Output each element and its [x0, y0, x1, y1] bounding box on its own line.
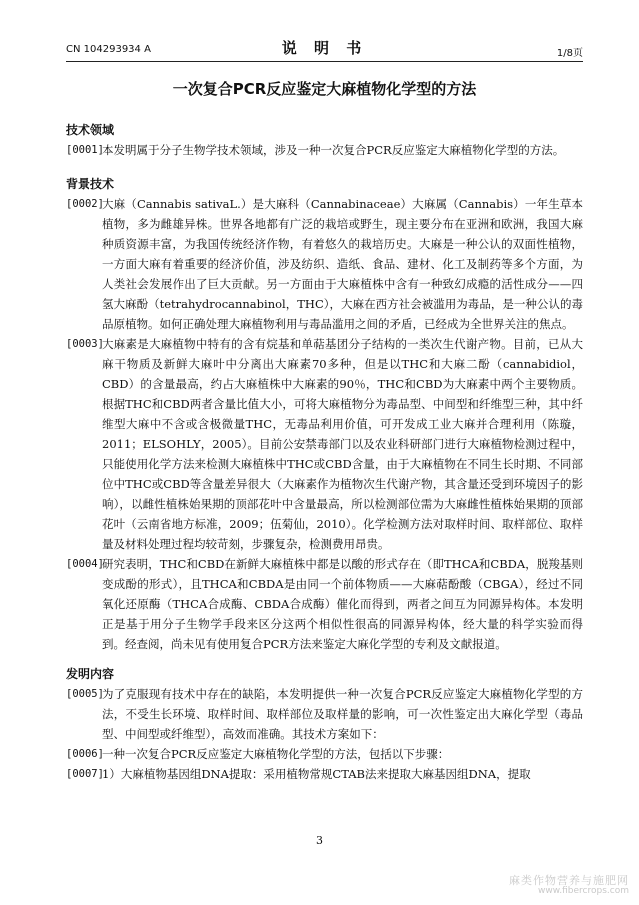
- paragraph-number: [0005]: [66, 688, 104, 700]
- section-heading-invention: 发明内容: [66, 667, 115, 681]
- paragraph: [66, 684, 583, 744]
- paragraph-number: [0007]: [66, 768, 104, 780]
- paragraph-text: 大麻（Cannabis sativaL.）是大麻科（Cannabinaceae）大麻属（Cannabis）一年生草本植物，多为雌雄异株。世界各地都有广泛的栽培或野生，现主要分布在亚洲和欧洲，我国大麻种质资源丰富，为我国传统经济作物，有着悠久的栽培历史。大麻是一种公认的双面性植物，一方面大麻有着重要的经济价值，涉及纺织、造纸、食品、建材、化工及制药等多个方面，为人类社会发展作出了巨大贡献。另一方面由于大麻植株中含有一种致幻成瘾的活性成分——四氢大麻酚（tetrahydrocannabinol，THC），大麻在西方社会被滥用为毒品，是一种公认的毒品原植物。如何正确处理大麻植物利用与毒品滥用之间的矛盾，已经成为全世界关注的焦点。: [102, 197, 583, 331]
- paragraph-number: [0001]: [66, 144, 104, 156]
- paragraph-text: 大麻素是大麻植物中特有的含有烷基和单萜基团分子结构的一类次生代谢产物。目前，已从大麻干物质及新鲜大麻叶中分离出大麻素70多种，但是以THC和大麻二酚（cannabidiol，CBD）的含量最高，约占大麻植株中大麻素的90％，THC和CBD为大麻素中两个主要物质。根据THC和CBD两者含量比值大小，可将大麻植物分为毒品型、中间型和纤维型三种，其中纤维型大麻中不含或含极微量THC，无毒品利用价值，可开发成工业大麻并合理利用（陈璇，2011；ELSOHLY，2005）。目前公安禁毒部门以及农业科研部门进行大麻植物检测过程中，只能使用化学方法来检测大麻植株中THC或CBD含量，由于大麻植物在不同生长时期、不同部位中THC或CBD等含量差异很大（大麻素作为植物次生代谢产物，其含量还受到环境因子的影响），以雌性植株始果期的顶部花叶中含量最高，所以检测部位需为大麻雌性植株始果期的顶部花叶（云南省地方标准，2009；伍菊仙，2010）。化学检测方法对取样时间、取样部位、取样量及材料处理过程均较苛刻，步骤复杂，检测费用昂贵。: [102, 337, 583, 551]
- paragraph-text: 本发明属于分子生物学技术领域，涉及一种一次复合PCR反应鉴定大麻植物化学型的方法。: [102, 143, 565, 157]
- section-heading-background: 背景技术: [66, 177, 115, 191]
- paragraph-number: [0002]: [66, 198, 104, 210]
- paragraph-text: 一种一次复合PCR反应鉴定大麻植物化学型的方法，包括以下步骤：: [102, 747, 450, 761]
- section-heading-tech-field: 技术领域: [66, 123, 115, 137]
- paragraph-text: 为了克服现有技术中存在的缺陷，本发明提供一种一次复合PCR反应鉴定大麻植物化学型的方法，不受生长环境、取样时间、取样部位及取样量的影响，可一次性鉴定出大麻化学型（毒品型、中间型或纤维型），高效而准确。其技术方案如下：: [102, 687, 583, 741]
- document-type: 说 明 书: [281, 39, 368, 57]
- watermark-url: www.fibercrops.com: [538, 886, 629, 896]
- page-number: 3: [316, 834, 323, 847]
- paragraph: [66, 334, 583, 554]
- paragraph: [66, 744, 583, 764]
- document-title: 一次复合PCR反应鉴定大麻植物化学型的方法: [172, 80, 477, 98]
- page-count: 1/8页: [556, 48, 583, 59]
- document-body: [66, 120, 583, 784]
- paragraph-number: [0006]: [66, 748, 104, 760]
- paragraph: [66, 764, 583, 784]
- header-rule: [66, 61, 583, 62]
- paragraph: [66, 194, 583, 334]
- watermark-text: 麻类作物营养与施肥网: [509, 874, 629, 887]
- paragraph-number: [0004]: [66, 558, 104, 570]
- paragraph-text: 研究表明，THC和CBD在新鲜大麻植株中都是以酸的形式存在（即THCA和CBDA，脱羧基则变成酚的形式），且THCA和CBDA是由同一个前体物质——大麻萜酚酸（CBGA），经过不同氧化还原酶（THCA合成酶、CBDA合成酶）催化而得到，两者之间互为同源异构体。本发明正是基于用分子生物学手段来区分这两个相似性很高的同源异构体，经大量的科学实验而得到。经查阅，尚未见有使用复合PCR方法来鉴定大麻化学型的专利及文献报道。: [102, 557, 583, 651]
- patent-number: CN 104293934 A: [66, 44, 151, 55]
- paragraph: [66, 140, 583, 160]
- paragraph: [66, 554, 583, 654]
- paragraph-number: [0003]: [66, 338, 104, 350]
- watermark: [509, 875, 629, 897]
- paragraph-text: 1）大麻植物基因组DNA提取：采用植物常规CTAB法来提取大麻基因组DNA，提取: [102, 767, 531, 781]
- page-header: [66, 37, 583, 59]
